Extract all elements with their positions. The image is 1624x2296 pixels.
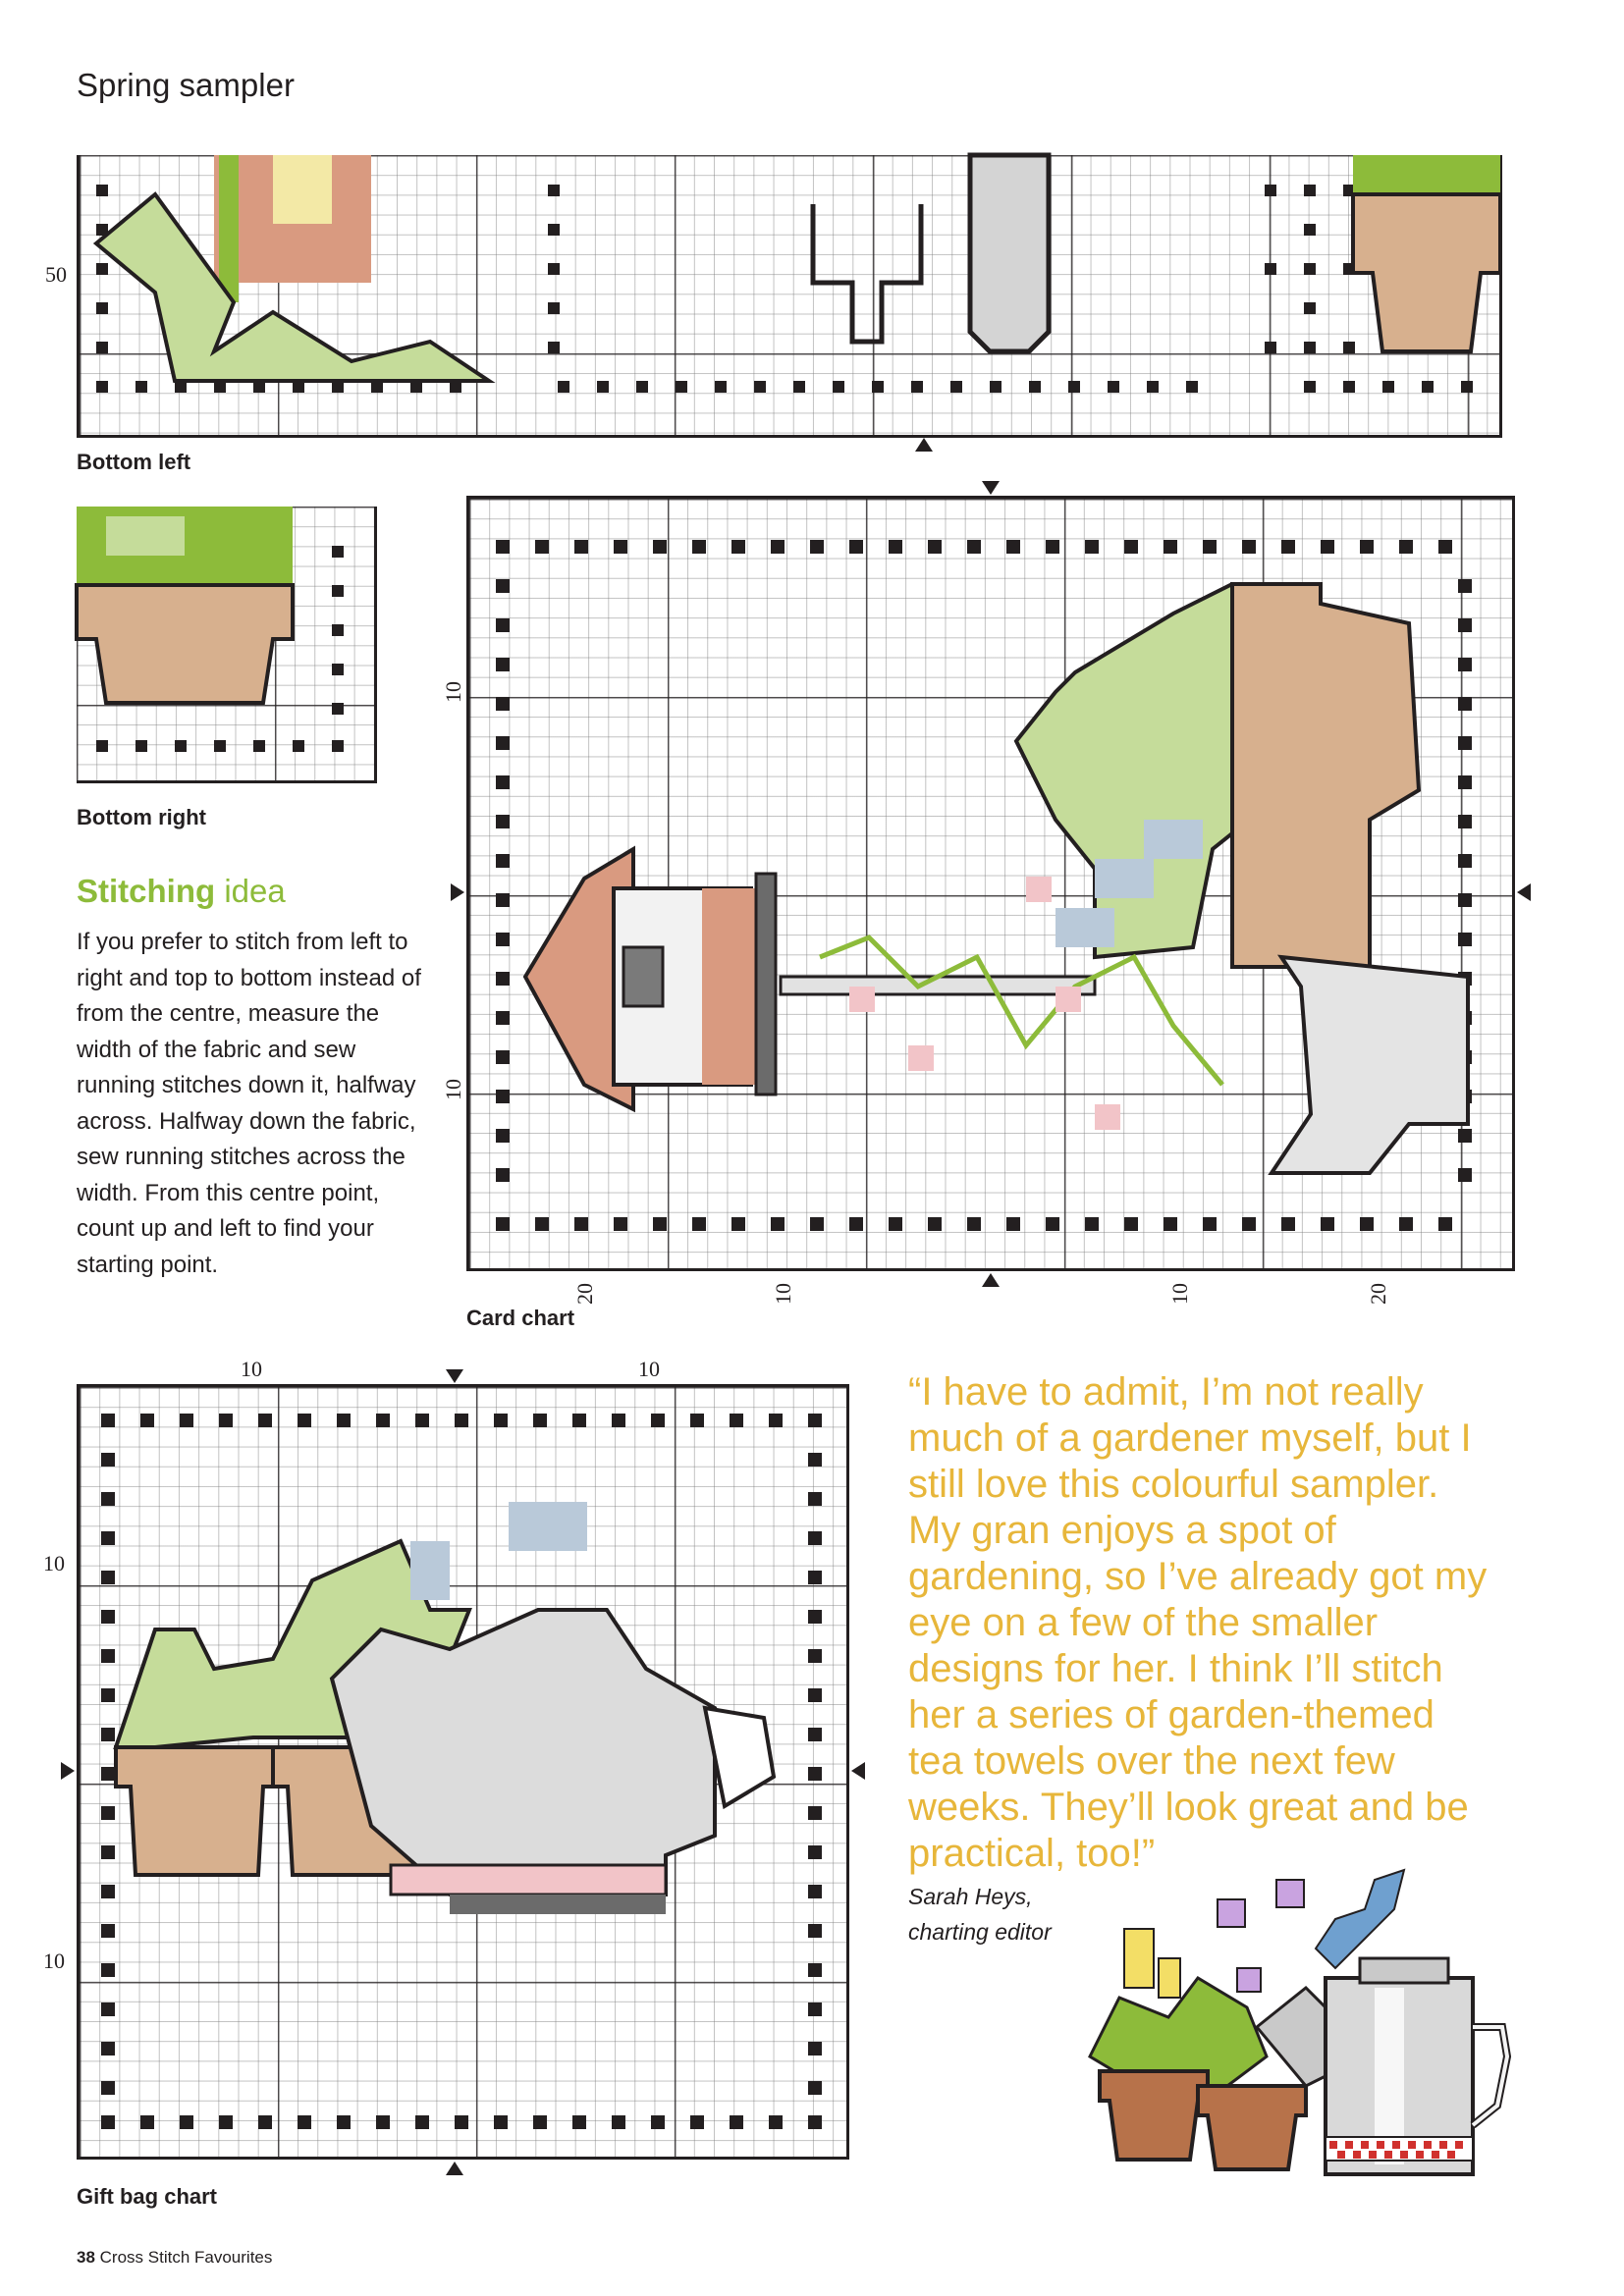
gift-bottom-arrow [446,2162,463,2175]
card-left-arrow [451,883,464,901]
fork-outline [813,204,921,342]
card-bottom-label-4: 20 [1366,1283,1390,1305]
pot-left [116,1747,273,1875]
illustration-yellow-flower [1124,1929,1154,1988]
publication-name: Cross Stitch Favourites [99,2248,273,2267]
quote-role: charting editor [908,1919,1052,1945]
gift-left-arrow [61,1762,75,1780]
card-chart-motifs [466,496,1515,1271]
illustration-pot-right [1198,2086,1306,2169]
bottom-left-row-label: 50 [45,262,67,287]
illustration-pot-left [1100,2071,1208,2160]
card-bottom-label-3: 10 [1167,1283,1192,1305]
can-band [702,888,761,1085]
can-lid [623,947,663,1006]
stitching-idea-title-bold: Stitching [77,873,216,909]
card-top-arrow [982,481,1000,495]
card-bottom-arrow [982,1273,1000,1287]
plant-pot [1232,584,1419,967]
gift-right-arrow [851,1762,865,1780]
gift-left-label-2: 10 [43,1949,65,1973]
gift-bag-caption: Gift bag chart [77,2184,218,2209]
stitched-design-illustration [1080,1860,1512,2199]
center-arrow [915,438,933,452]
gift-top-arrow [446,1369,463,1383]
page-footer [77,2248,272,2268]
can-base [391,1865,666,1895]
pot [77,585,293,703]
editor-quote: “I have to admit, I’m not really much of a gardener myself, but I still love this colourful sampler. My gran enjoys a spot of gardening, so I’ve already got my eye on a few of the smaller designs for her. I think I’ll stitch her a series of garden-themed tea towels over the next few weeks. They’ll look great and be practical, too!” [908,1370,1488,1875]
flower-stem [219,155,239,302]
quote-author: Sarah Heys, [908,1884,1033,1909]
illustration-yellow-flower-2 [1159,1958,1180,1998]
stitching-idea-title-light: idea [224,873,286,909]
page-number: 38 [77,2248,95,2267]
illustration-can-lid [1360,1958,1448,1983]
illustration-blue-leaves [1316,1870,1404,1968]
illustration-purple-flower [1218,1899,1245,1927]
trowel [970,155,1049,351]
can-base-dark [450,1895,666,1914]
gift-top-label-2: 10 [638,1357,660,1381]
bottom-right-caption: Bottom right [77,805,206,829]
card-right-arrow [1517,883,1531,901]
bottom-left-caption: Bottom left [77,450,191,474]
pot-leaves [1353,155,1500,194]
can-rim [756,874,776,1095]
blue-flowers-2 [509,1502,587,1551]
flower-centre [273,155,332,224]
pot [1353,194,1500,351]
section-title: Spring sampler [77,67,295,103]
gift-bag-chart-motifs [77,1384,849,2160]
card-chart-caption: Card chart [466,1306,575,1330]
gift-top-label-1: 10 [241,1357,262,1381]
stitching-idea-body: If you prefer to stitch from left to right and top to bottom instead of from the centre, measure the width of the fabric and sew running stitches down it, halfway across. Halfway down the fabric, sew running stitches across the width. From this centre point, count up and left to find your starting point. [77,929,421,1278]
card-bottom-label-1: 20 [572,1283,597,1305]
card-left-label-bottom: 10 [441,1079,465,1100]
illustration-gingham-band [1326,2137,1473,2161]
bottom-left-chart-motifs [77,155,1502,438]
card-bottom-label-2: 10 [771,1283,795,1305]
illustration-purple-flower-2 [1276,1880,1304,1907]
bottom-right-chart-motifs [77,507,377,783]
illustration-purple-flower-3 [1237,1968,1261,1992]
stitching-idea-heading [77,873,286,910]
card-left-label-top: 10 [441,681,465,703]
gift-left-label-1: 10 [43,1551,65,1575]
small-can [1272,957,1468,1173]
blue-flowers [410,1541,450,1600]
vine [820,937,1222,1085]
